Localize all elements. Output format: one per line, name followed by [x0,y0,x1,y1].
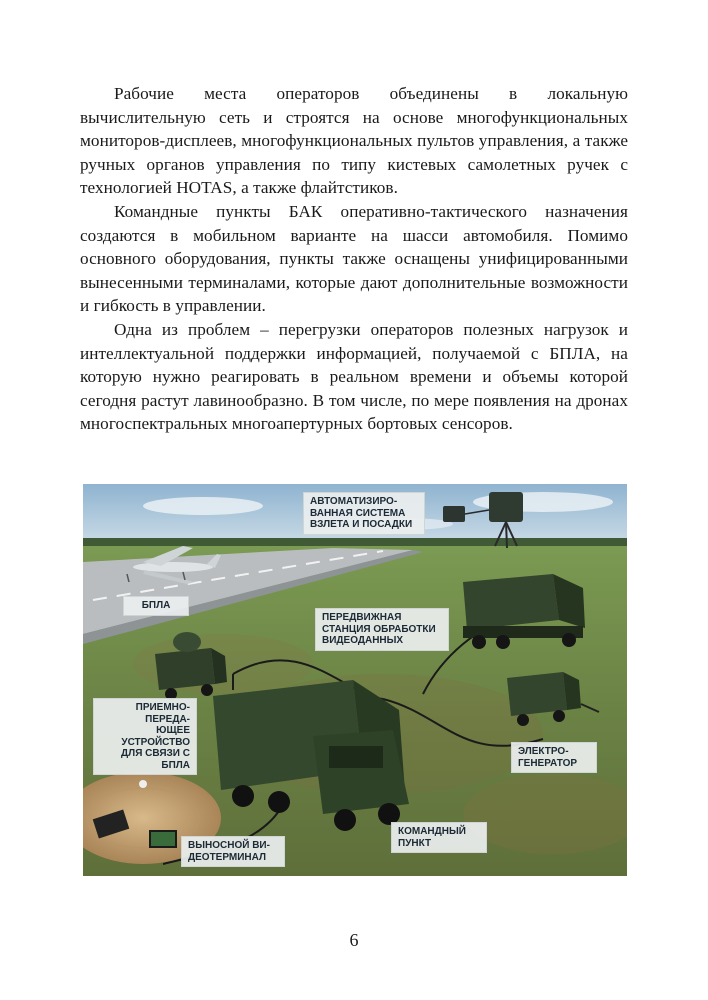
paragraph-1: Рабочие места операторов объединены в локальную вычислительную сеть и строятся на основе многофункциональных мониторов-дисплеев, многофункциональных пультов управления, а также ручных органов управления по типу кистевых самолетных ручек с технологией HOTAS, а также флайтстиков. [80,84,628,198]
label-remote-video-terminal: ВЫНОСНОЙ ВИ- ДЕОТЕРМИНАЛ [181,836,285,867]
label-power-generator: ЭЛЕКТРО- ГЕНЕРАТОР [511,742,597,773]
label-command-post: КОМАНДНЫЙ ПУНКТ [391,822,487,853]
illustration-artwork [83,484,627,876]
paragraph-2: Командные пункты БАК оперативно-тактического назначения создаются в мобильном варианте на шасси автомобиля. Помимо основного оборудования, пункты также оснащены унифицированными вынесенными терминалами, которые дают дополнительные возможности и гибкость в управлении. [80,201,628,316]
label-auto-landing-system: АВТОМАТИЗИРО- ВАННАЯ СИСТЕМА ВЗЛЕТА И ПОСАДКИ [303,492,425,535]
page-number: 6 [349,930,359,950]
mobile-processing-truck [463,574,585,649]
paragraph-3: Одна из проблем – перегрузки операторов полезных нагрузок и интеллектуальной поддержки информацией, получаемой с БПЛА, на которую нужно реагировать в реальном времени и объемы которой сегодня растут лавинообразно. В том числе, по мере появления на дронах многоспектральных многоапертурных бортовых сенсоров. [80,319,628,434]
label-uav: БПЛА [123,596,189,616]
label-transceiver-device: ПРИЕМНО-ПЕРЕДА- ЮЩЕЕ УСТРОЙСТВО ДЛЯ СВЯЗИ С БПЛА [93,698,197,775]
label-mobile-processing-station: ПЕРЕДВИЖНАЯ СТАНЦИЯ ОБРАБОТКИ ВИДЕОДАННЫХ [315,608,449,651]
body-text [80,82,628,436]
uav-complex-illustration [83,484,627,876]
